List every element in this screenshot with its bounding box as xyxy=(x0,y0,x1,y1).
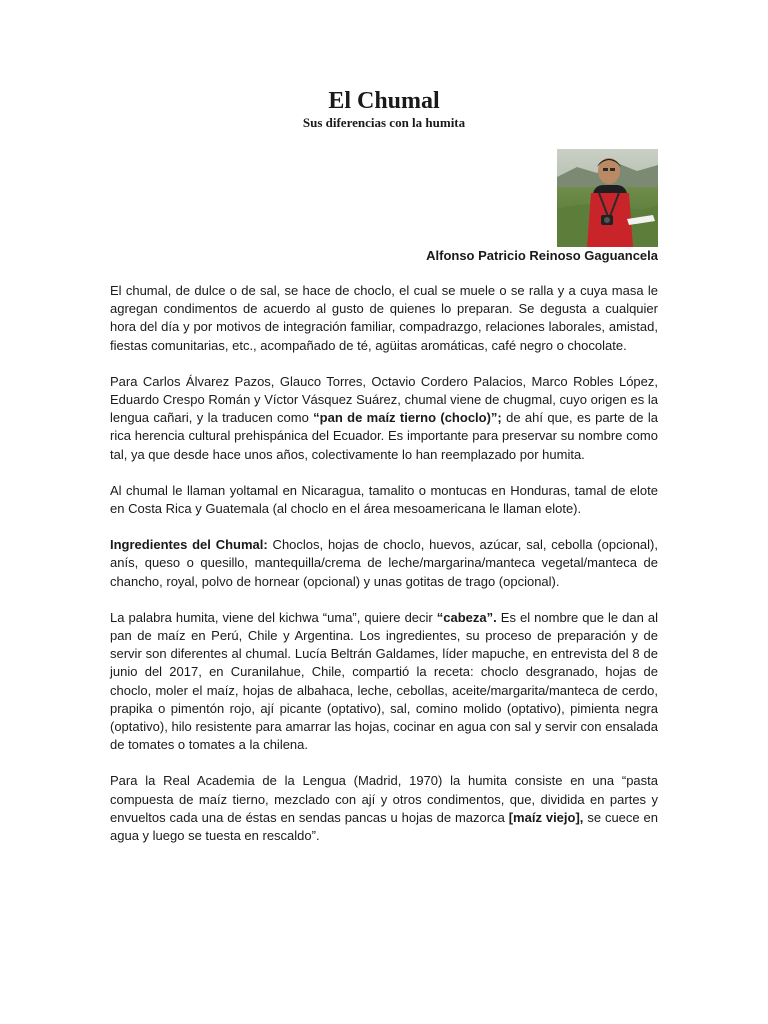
paragraph-5 xyxy=(110,609,658,755)
paragraph-5-text-c: Es el nombre que le dan al pan de maíz en Perú, Chile y Argentina. Los ingredientes, su proceso de preparación y de servir son diferentes al chumal. Lucía Beltrán Galdames, líder mapuche, en entrevista del 8 de junio del 2017, en Curanilahue, Chile, compartió la receta: choclo desgranado, hojas de choclo, moler el maíz, hojas de albahaca, leche, cebollas, aceite/margarita/manteca de cerdo, prapika o pimentón rojo, ají picante (optativo), sal, comino molido (optativo), pimienta negra (optativo), hilo resistente para amarrar las hojas, cocinar en agua con sal y servir con ensalada de tomates o tomates a la chilena. xyxy=(110,609,658,753)
author-name: Alfonso Patricio Reinoso Gaguancela xyxy=(426,248,658,263)
paragraph-2-text-a: Para Carlos Álvarez Pazos, Glauco Torres, Octavio Cordero Palacios, Marco Robles López, Eduardo Crespo Román y Víctor Vásquez Suárez, chumal viene de chugmal, cuyo origen es la lengua cañari, y la traducen como xyxy=(110,373,658,426)
paragraph-5-bold: “cabeza”. xyxy=(436,609,497,625)
paragraph-5-text-a: La palabra humita, viene del kichwa “uma”, quiere decir xyxy=(110,609,437,625)
ingredients-list: Choclos, hojas de choclo, huevos, azúcar, sal, cebolla (opcional), anís, queso o quesillo, mantequilla/crema de leche/margarina/manteca vegetal/manteca de chancho, royal, polvo de hornear (opcional) y unas gotitas de trago (opcional). xyxy=(110,537,658,589)
paragraph-2 xyxy=(110,373,658,464)
author-photo xyxy=(557,149,658,247)
paragraph-6-bold: [maíz viejo], xyxy=(508,809,584,825)
paragraph-4 xyxy=(110,536,658,591)
document-title: El Chumal xyxy=(328,88,440,114)
paragraph-3: Al chumal le llaman yoltamal en Nicaragua, tamalito o montucas en Honduras, tamal de elote en Costa Rica y Guatemala (al choclo en el área mesoamericana le llaman elote). xyxy=(110,482,658,517)
paragraph-6 xyxy=(110,772,658,845)
paragraph-2-bold: “pan de maíz tierno (choclo)”; xyxy=(313,410,502,426)
paragraph-6-text-a: Para la Real Academia de la Lengua (Madrid, 1970) la humita consiste en una “pasta compuesta de maíz tierno, mezclado con ají y otros condimentos, que, dividida en partes y envueltos cada una de éstas en sendas pancas u hojas de mazorca xyxy=(110,773,658,825)
ingredients-heading: Ingredientes del Chumal: xyxy=(110,537,268,553)
article-body xyxy=(110,282,658,863)
paragraph-1: El chumal, de dulce o de sal, se hace de choclo, el cual se muele o se ralla y a cuya masa le agregan condimentos de acuerdo al gusto de quienes lo preparan. Se degusta a cualquier hora del día y por motivos de integración familiar, compadrazgo, relaciones laborales, amistad, fiestas comunitarias, etc., acompañado de té, agüitas aromáticas, café negro o chocolate. xyxy=(110,283,658,353)
author-photo-image xyxy=(557,149,658,247)
paragraph-6-text-c: se cuece en agua y luego se tuesta en rescaldo”. xyxy=(110,809,658,844)
document-subtitle: Sus diferencias con la humita xyxy=(302,115,466,130)
paragraph-2-text-c: de ahí que, es parte de la rica herencia cultural prehispánica del Ecuador. Es importante para preservar su nombre como tal, ya que desde hace unos años, colectivamente lo han reemplazado por humita. xyxy=(110,410,659,462)
